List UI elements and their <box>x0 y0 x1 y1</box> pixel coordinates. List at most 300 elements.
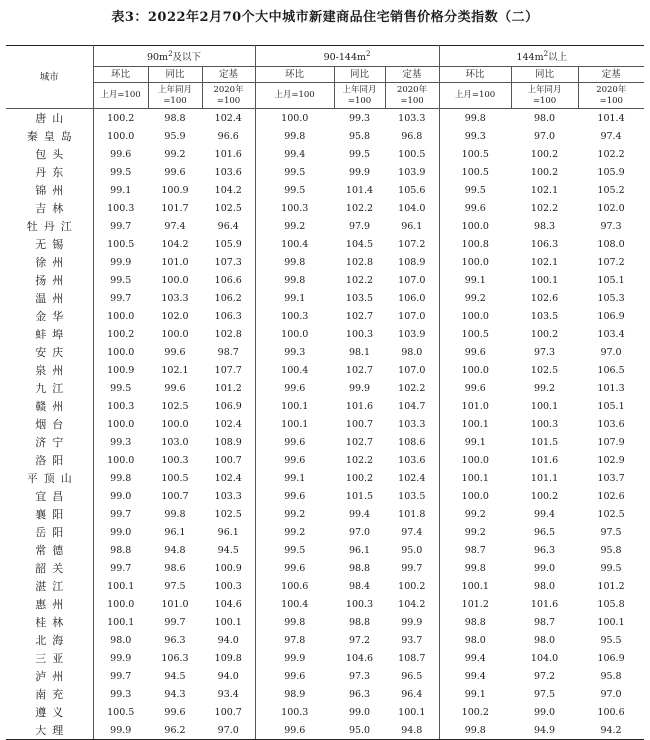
value-cell: 103.3 <box>398 418 426 430</box>
city-cell: 蚌埠 <box>35 328 70 341</box>
value-cell: 103.3 <box>161 292 189 304</box>
value-cell: 99.9 <box>93 721 148 740</box>
value-cell: 103.3 <box>398 112 426 124</box>
value-cell: 97.0 <box>348 526 371 538</box>
value-cell: 102.2 <box>398 382 426 394</box>
value-cell: 106.3 <box>530 238 559 250</box>
value-cell: 104.6 <box>345 652 374 664</box>
value-cell: 107.0 <box>398 364 426 376</box>
value-cell: 101.6 <box>530 598 559 610</box>
value-cell: 100.0 <box>93 451 148 469</box>
value-cell: 100.2 <box>439 703 511 721</box>
value-cell: 103.4 <box>597 328 625 340</box>
value-cell: 99.5 <box>255 541 334 559</box>
value-cell: 99.5 <box>93 379 148 397</box>
value-cell: 97.0 <box>600 346 622 358</box>
value-cell: 99.4 <box>348 508 371 520</box>
value-cell: 97.3 <box>600 220 622 232</box>
value-cell: 100.2 <box>93 325 148 343</box>
value-cell: 102.1 <box>530 256 559 268</box>
value-cell: 108.9 <box>398 256 426 268</box>
value-cell: 99.9 <box>93 649 148 667</box>
base-header-g2-2: 2020年 =100 <box>578 83 644 109</box>
value-cell: 100.1 <box>93 613 148 631</box>
value-cell: 102.7 <box>345 436 374 448</box>
value-cell: 100.2 <box>530 166 559 178</box>
value-cell: 96.4 <box>217 220 239 232</box>
city-cell: 牡丹江 <box>26 220 78 233</box>
value-cell: 99.0 <box>533 706 556 718</box>
table-row <box>6 379 644 397</box>
value-cell: 106.9 <box>597 310 625 322</box>
value-cell: 100.5 <box>439 325 511 343</box>
value-cell: 99.1 <box>439 271 511 289</box>
value-cell: 100.7 <box>161 490 189 502</box>
city-cell: 桂林 <box>35 616 70 629</box>
table-row <box>6 559 644 577</box>
value-cell: 102.4 <box>214 472 242 484</box>
value-cell: 99.5 <box>255 163 334 181</box>
value-cell: 102.4 <box>214 112 242 124</box>
value-cell: 96.1 <box>401 220 423 232</box>
value-cell: 100.3 <box>255 307 334 325</box>
value-cell: 99.3 <box>255 343 334 361</box>
value-cell: 99.5 <box>93 271 148 289</box>
value-cell: 100.1 <box>439 577 511 595</box>
value-cell: 99.7 <box>93 505 148 523</box>
value-cell: 100.2 <box>530 328 559 340</box>
value-cell: 98.7 <box>533 616 556 628</box>
value-cell: 106.3 <box>214 310 242 322</box>
table-row <box>6 343 644 361</box>
value-cell: 99.0 <box>533 562 556 574</box>
value-cell: 102.6 <box>597 490 625 502</box>
value-cell: 101.0 <box>161 256 189 268</box>
table-row <box>6 649 644 667</box>
table-row <box>6 325 644 343</box>
value-cell: 104.6 <box>214 598 242 610</box>
value-cell: 104.2 <box>398 598 426 610</box>
table-row <box>6 415 644 433</box>
city-cell: 岳阳 <box>35 526 70 539</box>
table-row <box>6 631 644 649</box>
value-cell: 102.7 <box>345 364 374 376</box>
value-cell: 106.3 <box>161 652 189 664</box>
value-cell: 105.1 <box>597 400 625 412</box>
table-row <box>6 541 644 559</box>
base-header-g2-1: 上年同月 =100 <box>511 83 578 109</box>
value-cell: 98.0 <box>401 346 423 358</box>
city-cell: 唐山 <box>35 112 70 125</box>
value-cell: 98.0 <box>533 634 556 646</box>
value-cell: 99.6 <box>93 145 148 163</box>
table-row <box>6 433 644 451</box>
value-cell: 96.6 <box>217 130 239 142</box>
city-cell: 泉州 <box>35 364 70 377</box>
value-cell: 96.3 <box>533 544 556 556</box>
value-cell: 102.6 <box>530 292 559 304</box>
value-cell: 99.6 <box>439 199 511 217</box>
value-cell: 99.4 <box>533 508 556 520</box>
value-cell: 100.2 <box>93 109 148 128</box>
table-title: 表3：2022年2月70个大中城市新建商品住宅销售价格分类指数（二） <box>111 10 539 25</box>
city-cell: 九江 <box>35 382 70 395</box>
value-cell: 99.4 <box>255 145 334 163</box>
base-header-g1-1: 上年同月 =100 <box>334 83 385 109</box>
value-cell: 106.2 <box>214 292 242 304</box>
value-cell: 101.2 <box>214 382 242 394</box>
value-cell: 100.0 <box>439 451 511 469</box>
value-cell: 103.5 <box>398 490 426 502</box>
value-cell: 100.9 <box>214 562 242 574</box>
value-cell: 105.9 <box>597 166 625 178</box>
value-cell: 100.7 <box>214 706 242 718</box>
city-cell: 徐州 <box>35 256 70 269</box>
value-cell: 101.5 <box>530 436 559 448</box>
value-cell: 99.6 <box>255 667 334 685</box>
value-cell: 101.6 <box>530 454 559 466</box>
table-row <box>6 181 644 199</box>
table-row <box>6 487 644 505</box>
value-cell: 94.8 <box>385 721 439 740</box>
city-column-header: 城市 <box>6 46 93 109</box>
value-cell: 103.9 <box>398 166 426 178</box>
value-cell: 97.4 <box>164 220 186 232</box>
value-cell: 100.2 <box>398 580 426 592</box>
value-cell: 100.4 <box>255 235 334 253</box>
value-cell: 96.1 <box>217 526 239 538</box>
value-cell: 99.3 <box>439 127 511 145</box>
value-cell: 102.4 <box>214 418 242 430</box>
city-cell: 扬州 <box>35 274 70 287</box>
value-cell: 99.2 <box>533 382 556 394</box>
value-cell: 103.6 <box>214 166 242 178</box>
value-cell: 100.0 <box>93 127 148 145</box>
column-header-g1-2: 定基 <box>385 67 439 83</box>
value-cell: 99.2 <box>439 289 511 307</box>
value-cell: 99.7 <box>93 667 148 685</box>
value-cell: 100.3 <box>214 580 242 592</box>
table-row <box>6 721 644 740</box>
table-row <box>6 613 644 631</box>
value-cell: 102.5 <box>161 400 189 412</box>
value-cell: 106.6 <box>214 274 242 286</box>
city-cell: 无锡 <box>35 238 70 251</box>
value-cell: 104.2 <box>214 184 242 196</box>
value-cell: 97.4 <box>401 526 423 538</box>
value-cell: 96.8 <box>401 130 423 142</box>
column-header-g1-0: 环比 <box>255 67 334 83</box>
price-index-table <box>6 45 644 740</box>
value-cell: 99.9 <box>348 382 371 394</box>
value-cell: 104.5 <box>345 238 374 250</box>
value-cell: 100.0 <box>93 415 148 433</box>
value-cell: 103.5 <box>530 310 559 322</box>
value-cell: 105.6 <box>398 184 426 196</box>
value-cell: 98.0 <box>533 112 556 124</box>
value-cell: 95.0 <box>401 544 423 556</box>
value-cell: 107.7 <box>214 364 242 376</box>
value-cell: 99.5 <box>255 181 334 199</box>
column-header-g2-0: 环比 <box>439 67 511 83</box>
value-cell: 100.3 <box>255 199 334 217</box>
value-cell: 104.0 <box>530 652 559 664</box>
value-cell: 97.5 <box>533 688 556 700</box>
value-cell: 99.2 <box>255 505 334 523</box>
value-cell: 102.2 <box>345 202 374 214</box>
city-cell: 襄阳 <box>35 508 70 521</box>
city-cell: 赣州 <box>35 400 70 413</box>
value-cell: 99.2 <box>255 217 334 235</box>
table-row <box>6 577 644 595</box>
value-cell: 95.8 <box>600 544 622 556</box>
value-cell: 97.3 <box>533 346 556 358</box>
value-cell: 99.5 <box>93 163 148 181</box>
base-header-g2-0: 上月=100 <box>439 83 511 109</box>
value-cell: 99.9 <box>401 616 423 628</box>
value-cell: 100.0 <box>439 307 511 325</box>
value-cell: 100.7 <box>345 418 374 430</box>
value-cell: 99.2 <box>164 148 186 160</box>
column-header-g2-2: 定基 <box>578 67 644 83</box>
value-cell: 99.6 <box>164 346 186 358</box>
value-cell: 99.1 <box>255 289 334 307</box>
value-cell: 100.0 <box>161 328 189 340</box>
value-cell: 107.0 <box>398 274 426 286</box>
base-header-g1-0: 上月=100 <box>255 83 334 109</box>
city-cell: 济宁 <box>35 436 70 449</box>
value-cell: 99.0 <box>348 706 371 718</box>
value-cell: 102.5 <box>597 508 625 520</box>
value-cell: 98.0 <box>533 580 556 592</box>
table-row <box>6 703 644 721</box>
value-cell: 100.3 <box>530 418 559 430</box>
value-cell: 99.8 <box>255 253 334 271</box>
value-cell: 99.8 <box>255 271 334 289</box>
value-cell: 100.5 <box>439 163 511 181</box>
value-cell: 99.0 <box>93 487 148 505</box>
value-cell: 94.8 <box>164 544 186 556</box>
value-cell: 101.6 <box>345 400 374 412</box>
value-cell: 98.7 <box>217 346 239 358</box>
value-cell: 100.1 <box>530 400 559 412</box>
value-cell: 99.2 <box>255 523 334 541</box>
table-row <box>6 469 644 487</box>
value-cell: 99.7 <box>93 217 148 235</box>
value-cell: 104.2 <box>161 238 189 250</box>
city-cell: 韶关 <box>35 562 70 575</box>
value-cell: 102.4 <box>398 472 426 484</box>
value-cell: 101.4 <box>345 184 374 196</box>
value-cell: 100.5 <box>439 145 511 163</box>
table-row <box>6 235 644 253</box>
table-row <box>6 163 644 181</box>
value-cell: 95.8 <box>348 130 371 142</box>
value-cell: 108.9 <box>214 436 242 448</box>
value-cell: 99.6 <box>255 487 334 505</box>
value-cell: 103.7 <box>597 472 625 484</box>
value-cell: 102.8 <box>214 328 242 340</box>
column-header-g2-1: 同比 <box>511 67 578 83</box>
value-cell: 99.6 <box>439 379 511 397</box>
value-cell: 100.0 <box>439 253 511 271</box>
value-cell: 107.2 <box>597 256 625 268</box>
table-row <box>6 505 644 523</box>
value-cell: 100.1 <box>93 577 148 595</box>
value-cell: 94.5 <box>164 670 186 682</box>
value-cell: 98.0 <box>439 631 511 649</box>
table-row <box>6 271 644 289</box>
column-header-g0-0: 环比 <box>93 67 148 83</box>
value-cell: 102.0 <box>161 310 189 322</box>
table-row <box>6 109 644 128</box>
table-row <box>6 451 644 469</box>
value-cell: 99.7 <box>93 559 148 577</box>
value-cell: 105.9 <box>214 238 242 250</box>
value-cell: 100.0 <box>439 361 511 379</box>
value-cell: 102.2 <box>345 454 374 466</box>
value-cell: 98.1 <box>348 346 371 358</box>
city-cell: 平顶山 <box>26 472 78 485</box>
value-cell: 106.0 <box>398 292 426 304</box>
value-cell: 99.7 <box>401 562 423 574</box>
value-cell: 103.0 <box>161 436 189 448</box>
value-cell: 100.5 <box>398 148 426 160</box>
city-cell: 南充 <box>35 688 70 701</box>
value-cell: 100.9 <box>161 184 189 196</box>
value-cell: 99.9 <box>93 253 148 271</box>
value-cell: 99.7 <box>164 616 186 628</box>
table-row <box>6 667 644 685</box>
value-cell: 98.9 <box>255 685 334 703</box>
value-cell: 98.7 <box>439 541 511 559</box>
city-cell: 烟台 <box>35 418 70 431</box>
value-cell: 101.0 <box>161 598 189 610</box>
value-cell: 95.0 <box>334 721 385 740</box>
value-cell: 99.2 <box>439 523 511 541</box>
value-cell: 96.1 <box>164 526 186 538</box>
value-cell: 101.2 <box>597 580 625 592</box>
table-row <box>6 145 644 163</box>
column-header-g0-2: 定基 <box>202 67 255 83</box>
value-cell: 100.3 <box>93 397 148 415</box>
value-cell: 101.7 <box>161 202 189 214</box>
value-cell: 99.8 <box>255 127 334 145</box>
value-cell: 96.3 <box>164 634 186 646</box>
value-cell: 100.0 <box>93 595 148 613</box>
value-cell: 107.2 <box>398 238 426 250</box>
value-cell: 99.8 <box>439 721 511 740</box>
value-cell: 97.0 <box>533 130 556 142</box>
value-cell: 97.4 <box>600 130 622 142</box>
value-cell: 100.1 <box>255 415 334 433</box>
value-cell: 108.6 <box>398 436 426 448</box>
value-cell: 93.7 <box>401 634 423 646</box>
value-cell: 105.2 <box>597 184 625 196</box>
value-cell: 100.3 <box>255 703 334 721</box>
value-cell: 101.0 <box>439 397 511 415</box>
value-cell: 100.2 <box>345 472 374 484</box>
value-cell: 97.8 <box>255 631 334 649</box>
value-cell: 98.8 <box>164 112 186 124</box>
value-cell: 103.5 <box>345 292 374 304</box>
value-cell: 96.2 <box>148 721 202 740</box>
value-cell: 99.1 <box>439 433 511 451</box>
value-cell: 101.3 <box>597 382 625 394</box>
value-cell: 94.9 <box>511 721 578 740</box>
value-cell: 99.5 <box>439 181 511 199</box>
value-cell: 100.0 <box>161 274 189 286</box>
value-cell: 99.6 <box>255 451 334 469</box>
value-cell: 107.0 <box>398 310 426 322</box>
value-cell: 100.9 <box>93 361 148 379</box>
base-header-g0-1: 上年同月 =100 <box>148 83 202 109</box>
value-cell: 98.8 <box>348 562 371 574</box>
value-cell: 100.4 <box>255 361 334 379</box>
city-cell: 金华 <box>35 310 70 323</box>
column-header-g0-1: 同比 <box>148 67 202 83</box>
value-cell: 99.9 <box>348 166 371 178</box>
value-cell: 102.5 <box>214 202 242 214</box>
city-cell: 三亚 <box>35 652 70 665</box>
group-header-large: $144m^2$以上 <box>439 46 644 67</box>
value-cell: 94.0 <box>217 670 239 682</box>
value-cell: 106.9 <box>214 400 242 412</box>
value-cell: 102.7 <box>345 310 374 322</box>
value-cell: 99.9 <box>255 649 334 667</box>
value-cell: 102.5 <box>530 364 559 376</box>
city-cell: 丹东 <box>35 166 70 179</box>
table-body <box>6 109 644 740</box>
value-cell: 100.4 <box>255 595 334 613</box>
value-cell: 102.8 <box>345 256 374 268</box>
value-cell: 97.0 <box>600 688 622 700</box>
value-cell: 100.3 <box>345 598 374 610</box>
table-row <box>6 217 644 235</box>
value-cell: 99.8 <box>439 559 511 577</box>
table-row <box>6 253 644 271</box>
value-cell: 99.0 <box>93 523 148 541</box>
value-cell: 104.7 <box>398 400 426 412</box>
value-cell: 97.0 <box>202 721 255 740</box>
value-cell: 102.1 <box>161 364 189 376</box>
value-cell: 97.3 <box>348 670 371 682</box>
value-cell: 100.1 <box>530 274 559 286</box>
value-cell: 99.5 <box>600 562 622 574</box>
value-cell: 100.1 <box>214 616 242 628</box>
value-cell: 102.2 <box>597 148 625 160</box>
value-cell: 100.5 <box>93 703 148 721</box>
value-cell: 100.3 <box>93 199 148 217</box>
value-cell: 97.2 <box>533 670 556 682</box>
group-header-medium: $90-144m^2$ <box>255 46 439 67</box>
value-cell: 99.6 <box>255 379 334 397</box>
value-cell: 100.5 <box>93 235 148 253</box>
value-cell: 102.5 <box>214 508 242 520</box>
value-cell: 103.6 <box>398 454 426 466</box>
table-row <box>6 595 644 613</box>
value-cell: 98.6 <box>164 562 186 574</box>
value-cell: 104.0 <box>398 202 426 214</box>
value-cell: 108.0 <box>597 238 625 250</box>
value-cell: 95.5 <box>600 634 622 646</box>
value-cell: 98.3 <box>533 220 556 232</box>
value-cell: 103.3 <box>214 490 242 502</box>
value-cell: 98.8 <box>93 541 148 559</box>
value-cell: 99.3 <box>93 685 148 703</box>
value-cell: 100.5 <box>161 472 189 484</box>
table-header <box>6 46 644 109</box>
